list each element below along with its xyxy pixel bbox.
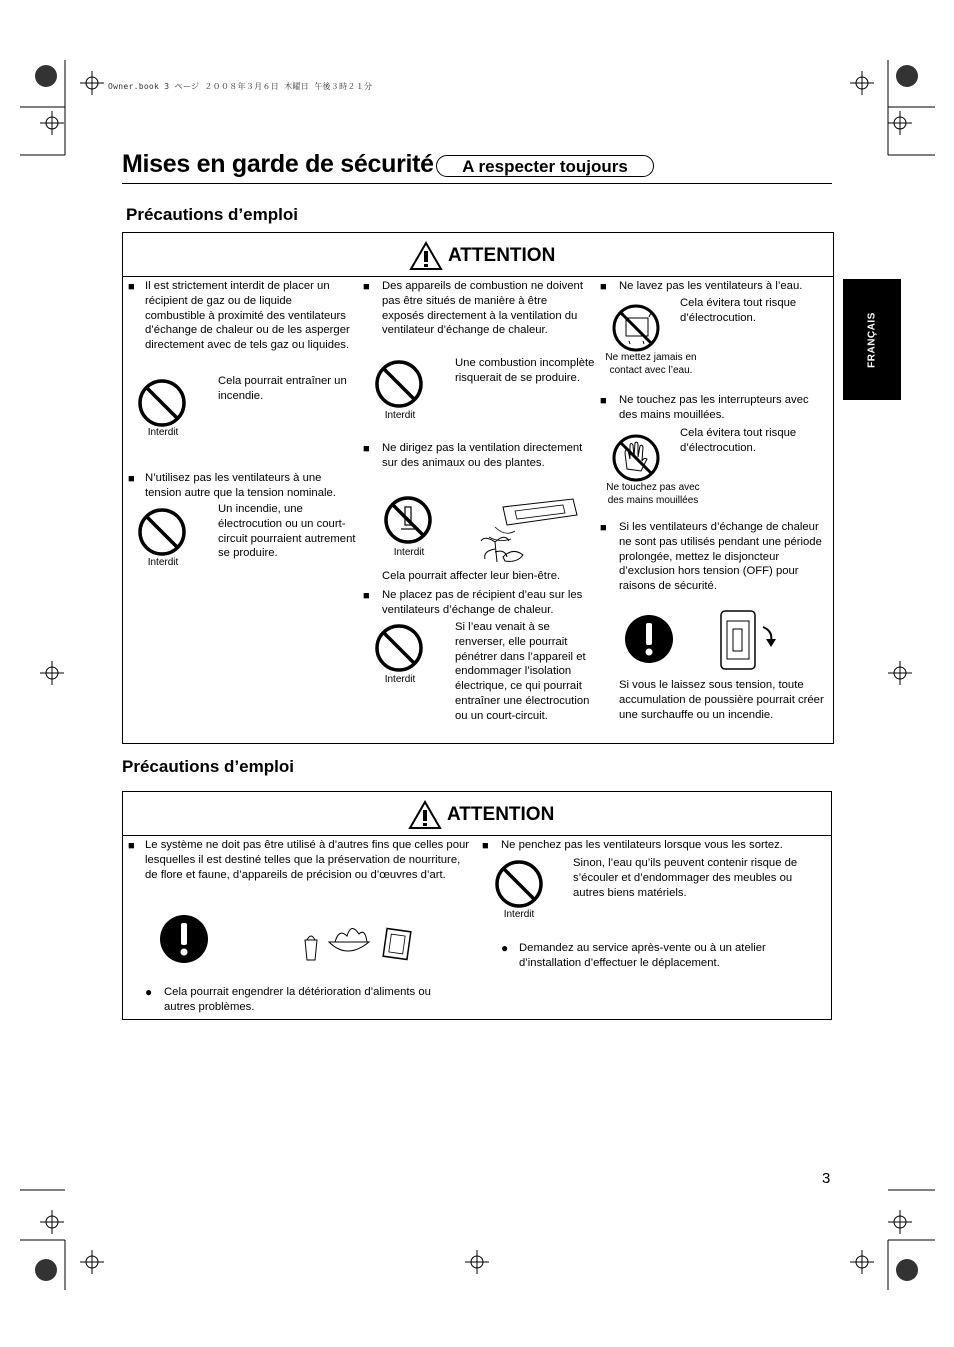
square-bullet-icon: ■ (128, 473, 135, 485)
s1-c3-item1-icon-label: Ne mettez jamais en contact avec l’eau. (605, 352, 697, 376)
no-water-icon (611, 303, 661, 353)
s1-c1-item2-icon-label: Interdit (147, 557, 179, 568)
s1-c3-item1: Ne lavez pas les ventilateurs à l’eau. (619, 280, 803, 292)
s1-c2-item2: Ne dirigez pas la ventilation directement sur des animaux ou des plantes. (382, 442, 583, 469)
square-bullet-icon: ■ (482, 840, 489, 852)
s2-c1-item1: Le système ne doit pas être utilisé à d’autres fins que celles pour lesquelles il est destiné telles que la préservation de nourriture, de flore et faune, d’appareils de précision ou d’œuvres d’art. (145, 839, 470, 881)
square-bullet-icon: ■ (600, 395, 607, 407)
s1-c1-item2-note: Un incendie, une électrocution ou un court-circuit pourraient autrement se produire. (218, 503, 356, 560)
s1-c1-item2: N’utilisez pas les ventilateurs à une tension autre que la tension nominale. (145, 472, 336, 499)
s1-c2-item1-note: Une combustion incomplète risquerait de se produire. (455, 357, 595, 384)
prohibited-icon (137, 378, 187, 428)
section1-header (123, 233, 833, 277)
s1-c2-item1-icon-label: Interdit (384, 410, 416, 421)
prohibited-icon (494, 859, 544, 909)
s2-c1-item1-note: Cela pourrait engendrer la détérioration d’aliments ou autres problèmes. (164, 986, 431, 1013)
title-pill: A respecter toujours (436, 155, 654, 177)
title-rule (122, 183, 832, 184)
section2-heading: Précautions d’emploi (122, 757, 294, 776)
ventilator-plant-illustration (475, 497, 580, 567)
square-bullet-icon: ■ (363, 590, 370, 602)
food-plants-art-illustration (299, 916, 419, 966)
prohibited-icon (374, 359, 424, 409)
s1-c1-item1-icon-label: Interdit (147, 427, 179, 438)
s1-c3-item1-note: Cela évitera tout risque d’électrocution. (680, 297, 797, 324)
round-bullet-icon: ● (145, 985, 153, 999)
square-bullet-icon: ■ (363, 443, 370, 455)
section2-attention: ATTENTION (447, 804, 555, 825)
square-bullet-icon: ■ (128, 281, 135, 293)
prohibited-icon (137, 507, 187, 557)
no-wet-hands-icon (611, 433, 661, 483)
square-bullet-icon: ■ (600, 281, 607, 293)
s1-c2-item2-note: Cela pourrait affecter leur bien-être. (382, 570, 561, 582)
section2-box (122, 791, 832, 1020)
prohibited-icon (374, 623, 424, 673)
s1-c3-item3-note: Si vous le laissez sous tension, toute accumulation de poussière pourrait créer une surchauffe ou un incendie. (619, 679, 824, 721)
section1-heading: Précautions d’emploi (126, 205, 298, 224)
section1-attention: ATTENTION (448, 245, 556, 266)
breaker-switch-illustration (713, 607, 783, 673)
s1-c2-item1: Des appareils de combustion ne doivent pas être situés de manière à être exposés directement à la ventilation du ventilateur d’échange de chaleur. (382, 280, 583, 337)
header-meta: Owner.book 3 ページ ２００８年３月６日 木曜日 午後３時２１分 (108, 82, 373, 91)
s1-c3-item3: Si les ventilateurs d’échange de chaleur ne sont pas utilisés pendant une période prolongée, mettez le disjoncteur d’exclusion hors tension (OFF) pour raisons de sécurité. (619, 521, 822, 593)
square-bullet-icon: ■ (128, 840, 135, 852)
s2-c2-item1: Ne penchez pas les ventilateurs lorsque vous les sortez. (501, 839, 783, 851)
warning-triangle-icon (408, 800, 442, 830)
s1-c3-item2-note: Cela évitera tout risque d’électrocution. (680, 427, 797, 454)
s2-c2-item1-icon-label: Interdit (503, 909, 535, 920)
s2-c2-item2: Demandez au service après-vente ou à un atelier d’installation d’effectuer le déplacement. (519, 942, 766, 969)
s1-c2-item3-icon-label: Interdit (384, 674, 416, 685)
square-bullet-icon: ■ (363, 281, 370, 293)
s1-c2-item2-icon-label: Interdit (393, 547, 425, 558)
round-bullet-icon: ● (501, 941, 509, 955)
language-tab-label: FRANÇAIS (866, 311, 878, 368)
s1-c3-item2: Ne touchez pas les interrupteurs avec des mains mouillées. (619, 394, 809, 421)
language-tab (843, 279, 901, 400)
warning-triangle-icon (409, 241, 443, 271)
s2-c2-item1-note: Sinon, l’eau qu’ils peuvent contenir risque de s’écouler et d’endommager des meubles ou autres biens matériels. (573, 857, 798, 899)
prohibited-heater-icon (383, 495, 433, 545)
section2-header (123, 792, 831, 836)
s1-c2-item3-note: Si l’eau venait à se renverser, elle pourrait pénétrer dans l’appareil et endommager l’isolation électrique, ce qui pourrait entraîner une électrocution ou un court-circuit. (455, 621, 590, 722)
square-bullet-icon: ■ (600, 522, 607, 534)
s1-c2-item3: Ne placez pas de récipient d’eau sur les ventilateurs d’échange de chaleur. (382, 589, 583, 616)
s1-c1-item1: Il est strictement interdit de placer un récipient de gaz ou de liquide combustible à proximité des ventilateurs d’échange de chaleur ou de les asperger directement avec de tels gaz ou liquides. (145, 280, 350, 352)
page-title: Mises en garde de sécurité (122, 150, 434, 178)
mandatory-icon (158, 913, 210, 965)
s1-c1-item1-note: Cela pourrait entraîner un incendie. (218, 375, 347, 402)
page-number: 3 (822, 1170, 831, 1187)
s1-c3-item2-icon-label: Ne touchez pas avec des mains mouillées (606, 482, 700, 506)
section1-box (122, 232, 834, 744)
mandatory-icon (623, 613, 675, 665)
